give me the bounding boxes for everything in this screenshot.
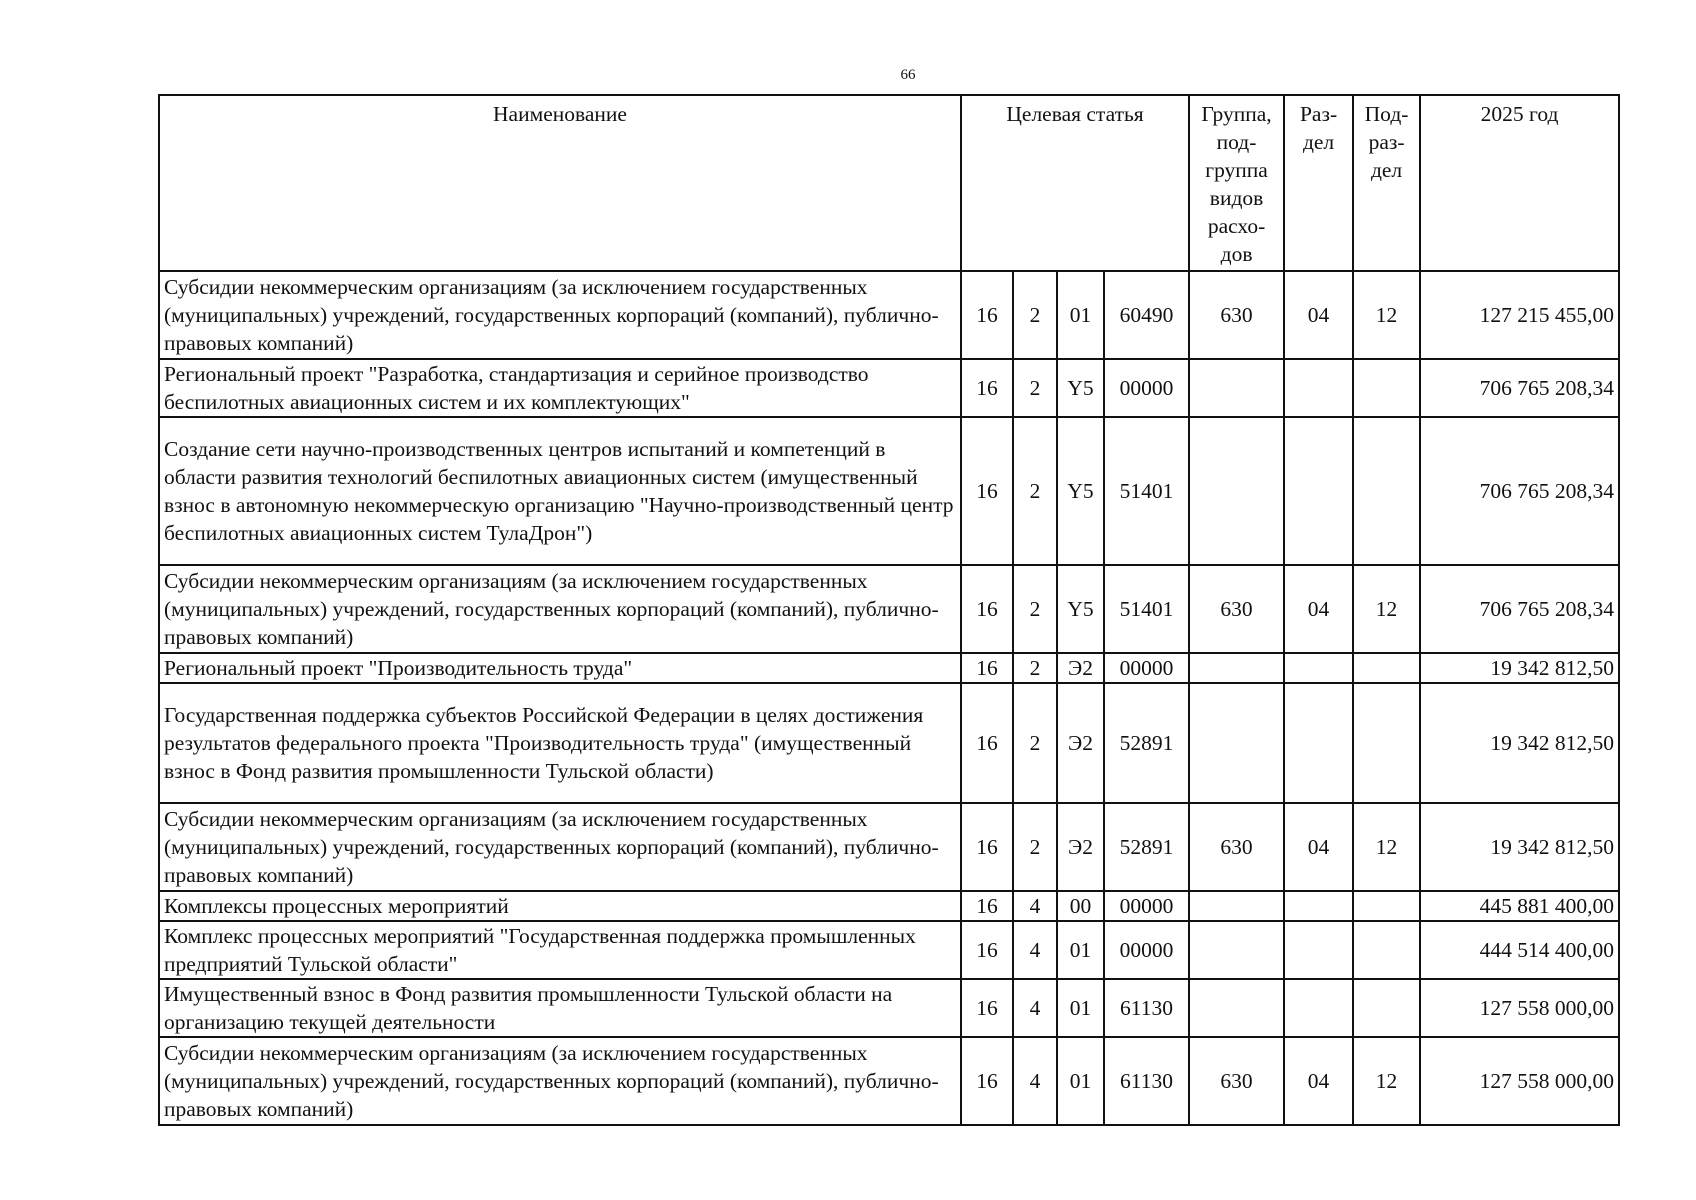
table-row <box>159 359 1619 417</box>
row-code-item: Э2 <box>1057 653 1104 683</box>
row-subsection <box>1353 921 1420 979</box>
header-row <box>159 95 1619 271</box>
row-code-type: 2 <box>1013 653 1057 683</box>
row-code-direction: 52891 <box>1104 803 1189 891</box>
row-code-item: 01 <box>1057 271 1104 359</box>
table-row <box>159 1037 1619 1125</box>
row-name: Субсидии некоммерческим организациям (за исключением государственных (муниципальных) учреждений, государственных корпораций (компаний), публично-правовых компаний) <box>159 803 961 891</box>
header-name: Наименование <box>159 95 961 271</box>
table-row <box>159 921 1619 979</box>
row-subsection: 12 <box>1353 271 1420 359</box>
row-subsection <box>1353 891 1420 921</box>
row-code-program: 16 <box>961 417 1013 565</box>
row-group <box>1189 921 1284 979</box>
row-code-item: Y5 <box>1057 565 1104 653</box>
row-code-type: 2 <box>1013 359 1057 417</box>
row-name: Государственная поддержка субъектов Российской Федерации в целях достижения результатов федерального проекта "Производительность труда" (имущественный взнос в Фонд развития промышленности Тульской области) <box>159 683 961 803</box>
row-section: 04 <box>1284 271 1353 359</box>
row-subsection: 12 <box>1353 565 1420 653</box>
row-amount: 127 558 000,00 <box>1420 1037 1619 1125</box>
row-code-type: 4 <box>1013 979 1057 1037</box>
table-row <box>159 565 1619 653</box>
header-group: Группа, под-группа видов расхо-дов <box>1189 95 1284 271</box>
budget-table <box>158 94 1620 1126</box>
table-row <box>159 683 1619 803</box>
row-section: 04 <box>1284 565 1353 653</box>
table-row <box>159 417 1619 565</box>
row-code-program: 16 <box>961 653 1013 683</box>
row-section: 04 <box>1284 1037 1353 1125</box>
row-code-direction: 51401 <box>1104 417 1189 565</box>
row-amount: 19 342 812,50 <box>1420 653 1619 683</box>
row-name: Создание сети научно-производственных центров испытаний и компетенций в области развития технологий беспилотных авиационных систем (имущественный взнос в автономную некоммерческую организацию "Научно-производственный центр беспилотных авиационных систем ТулаДрон") <box>159 417 961 565</box>
header-target-article: Целевая статья <box>961 95 1189 271</box>
row-amount: 706 765 208,34 <box>1420 359 1619 417</box>
row-name: Субсидии некоммерческим организациям (за исключением государственных (муниципальных) учреждений, государственных корпораций (компаний), публично-правовых компаний) <box>159 271 961 359</box>
table-body <box>159 271 1619 1125</box>
row-section <box>1284 653 1353 683</box>
row-code-type: 2 <box>1013 683 1057 803</box>
row-section <box>1284 359 1353 417</box>
row-code-direction: 60490 <box>1104 271 1189 359</box>
row-subsection <box>1353 417 1420 565</box>
row-code-item: Y5 <box>1057 417 1104 565</box>
row-group <box>1189 891 1284 921</box>
row-code-program: 16 <box>961 979 1013 1037</box>
row-subsection <box>1353 359 1420 417</box>
row-code-item: 01 <box>1057 921 1104 979</box>
row-code-program: 16 <box>961 271 1013 359</box>
row-group <box>1189 683 1284 803</box>
row-code-program: 16 <box>961 565 1013 653</box>
row-amount: 444 514 400,00 <box>1420 921 1619 979</box>
row-code-type: 4 <box>1013 1037 1057 1125</box>
row-code-program: 16 <box>961 1037 1013 1125</box>
row-code-direction: 00000 <box>1104 921 1189 979</box>
row-section <box>1284 979 1353 1037</box>
table-row <box>159 271 1619 359</box>
row-amount: 706 765 208,34 <box>1420 565 1619 653</box>
row-code-direction: 00000 <box>1104 891 1189 921</box>
row-group <box>1189 653 1284 683</box>
row-name: Комплексы процессных мероприятий <box>159 891 961 921</box>
table-row <box>159 653 1619 683</box>
row-code-direction: 61130 <box>1104 1037 1189 1125</box>
row-group: 630 <box>1189 271 1284 359</box>
row-code-direction: 61130 <box>1104 979 1189 1037</box>
row-section <box>1284 921 1353 979</box>
row-code-type: 2 <box>1013 271 1057 359</box>
row-subsection <box>1353 653 1420 683</box>
table-header <box>159 95 1619 271</box>
row-name: Региональный проект "Производительность труда" <box>159 653 961 683</box>
row-section: 04 <box>1284 803 1353 891</box>
row-code-item: Э2 <box>1057 683 1104 803</box>
row-code-program: 16 <box>961 683 1013 803</box>
table-row <box>159 979 1619 1037</box>
row-subsection <box>1353 979 1420 1037</box>
row-section <box>1284 891 1353 921</box>
row-name: Субсидии некоммерческим организациям (за исключением государственных (муниципальных) учреждений, государственных корпораций (компаний), публично-правовых компаний) <box>159 1037 961 1125</box>
row-code-type: 4 <box>1013 921 1057 979</box>
row-subsection: 12 <box>1353 803 1420 891</box>
row-subsection <box>1353 683 1420 803</box>
row-amount: 445 881 400,00 <box>1420 891 1619 921</box>
header-section: Раз-дел <box>1284 95 1353 271</box>
header-subsection: Под-раз-дел <box>1353 95 1420 271</box>
table-row <box>159 803 1619 891</box>
row-code-item: 01 <box>1057 1037 1104 1125</box>
row-group: 630 <box>1189 565 1284 653</box>
row-group <box>1189 979 1284 1037</box>
row-code-item: Y5 <box>1057 359 1104 417</box>
row-code-item: Э2 <box>1057 803 1104 891</box>
row-section <box>1284 417 1353 565</box>
row-code-type: 2 <box>1013 417 1057 565</box>
row-code-program: 16 <box>961 921 1013 979</box>
row-code-direction: 51401 <box>1104 565 1189 653</box>
row-code-direction: 00000 <box>1104 653 1189 683</box>
row-amount: 127 558 000,00 <box>1420 979 1619 1037</box>
row-code-item: 01 <box>1057 979 1104 1037</box>
header-year: 2025 год <box>1420 95 1619 271</box>
row-code-program: 16 <box>961 803 1013 891</box>
row-code-program: 16 <box>961 891 1013 921</box>
row-group <box>1189 417 1284 565</box>
row-code-program: 16 <box>961 359 1013 417</box>
row-code-type: 2 <box>1013 803 1057 891</box>
page-number: 66 <box>900 67 916 83</box>
row-code-item: 00 <box>1057 891 1104 921</box>
table-row <box>159 891 1619 921</box>
row-amount: 127 215 455,00 <box>1420 271 1619 359</box>
row-subsection: 12 <box>1353 1037 1420 1125</box>
row-section <box>1284 683 1353 803</box>
row-amount: 19 342 812,50 <box>1420 683 1619 803</box>
row-name: Комплекс процессных мероприятий "Государственная поддержка промышленных предприятий Тульской области" <box>159 921 961 979</box>
row-code-direction: 00000 <box>1104 359 1189 417</box>
row-group: 630 <box>1189 1037 1284 1125</box>
row-group <box>1189 359 1284 417</box>
row-amount: 706 765 208,34 <box>1420 417 1619 565</box>
row-amount: 19 342 812,50 <box>1420 803 1619 891</box>
row-code-type: 2 <box>1013 565 1057 653</box>
row-code-direction: 52891 <box>1104 683 1189 803</box>
row-name: Субсидии некоммерческим организациям (за исключением государственных (муниципальных) учреждений, государственных корпораций (компаний), публично-правовых компаний) <box>159 565 961 653</box>
row-group: 630 <box>1189 803 1284 891</box>
row-name: Имущественный взнос в Фонд развития промышленности Тульской области на организацию текущей деятельности <box>159 979 961 1037</box>
row-code-type: 4 <box>1013 891 1057 921</box>
row-name: Региональный проект "Разработка, стандартизация и серийное производство беспилотных авиационных систем и их комплектующих" <box>159 359 961 417</box>
